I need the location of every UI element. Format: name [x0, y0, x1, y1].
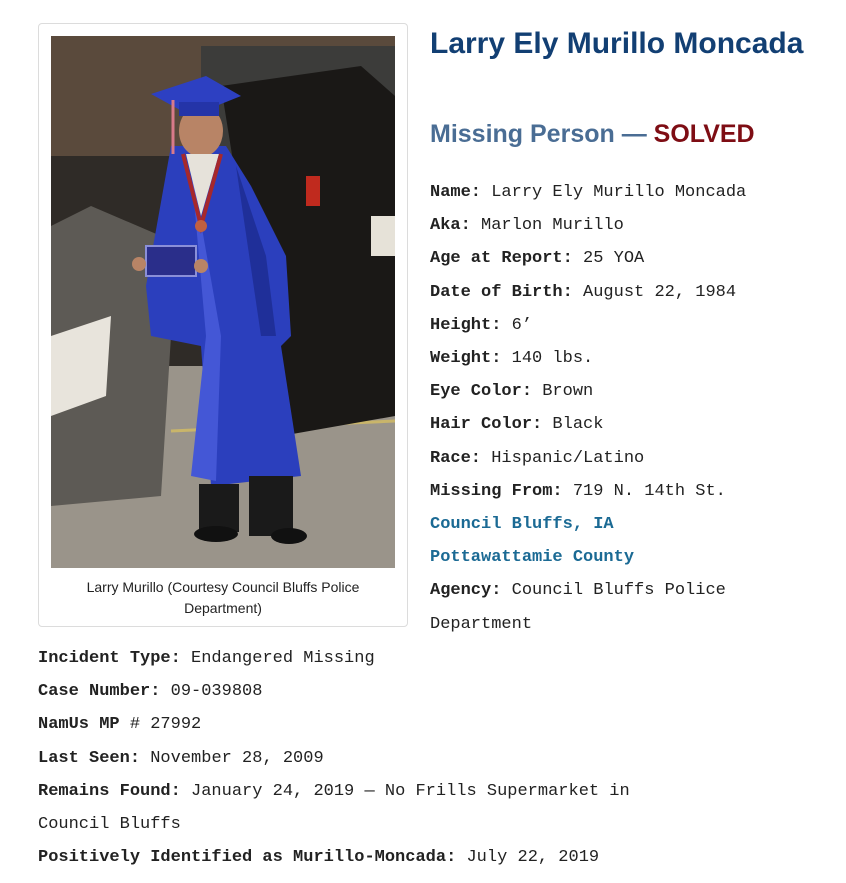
- detail-row-hair-color: [430, 408, 830, 441]
- detail-label: Weight:: [430, 349, 502, 369]
- case-value: January 24, 2019 — No Frills Supermarket in: [191, 781, 630, 801]
- details-list: [430, 176, 830, 641]
- detail-value: Hispanic/Latino: [491, 448, 645, 468]
- subtitle-prefix: Missing Person —: [430, 120, 654, 148]
- city-link[interactable]: Council Bluffs, IA: [430, 515, 614, 535]
- detail-value: Council Bluffs Police: [511, 581, 726, 601]
- detail-label: Height:: [430, 315, 502, 335]
- detail-value: 140 lbs.: [511, 349, 594, 369]
- detail-row-race: [430, 442, 830, 475]
- case-label: Last Seen:: [38, 748, 141, 768]
- case-row-remains-found-cont: [38, 808, 828, 841]
- case-label: NamUs MP: [38, 715, 120, 735]
- case-value: 09-039808: [170, 682, 263, 702]
- page-title: Larry Ely Murillo Moncada: [430, 27, 804, 60]
- detail-value: 25 YOA: [583, 249, 645, 269]
- case-label: Case Number:: [38, 682, 161, 702]
- detail-row-agency-cont: [430, 608, 830, 641]
- detail-label: Name:: [430, 183, 482, 202]
- photo-card: [38, 23, 408, 627]
- detail-value: Brown: [542, 382, 594, 402]
- detail-row-missing-from: [430, 475, 830, 508]
- case-row-namus: [38, 708, 828, 741]
- case-label: Positively Identified as Murillo-Moncada:: [38, 848, 457, 868]
- case-row-identified: [38, 841, 828, 874]
- detail-value: 6’: [511, 315, 533, 335]
- status-badge: SOLVED: [653, 120, 755, 148]
- detail-label: Date of Birth:: [430, 282, 573, 302]
- case-label: Incident Type:: [38, 649, 181, 668]
- detail-row-name: [430, 176, 830, 209]
- detail-row-dob: [430, 276, 830, 309]
- detail-label: Aka:: [430, 216, 471, 236]
- graduation-photo: [51, 36, 395, 568]
- case-subtitle: [430, 117, 755, 151]
- detail-value: Department: [430, 614, 533, 634]
- case-value: July 22, 2019: [466, 848, 600, 868]
- detail-label: Race:: [430, 448, 482, 468]
- detail-label: Hair Color:: [430, 415, 543, 435]
- detail-value: Marlon Murillo: [481, 216, 624, 236]
- detail-value: Black: [552, 415, 604, 435]
- case-label: Remains Found:: [38, 781, 181, 801]
- case-row-last-seen: [38, 742, 828, 775]
- case-value: # 27992: [129, 715, 202, 735]
- case-value: November 28, 2009: [150, 748, 324, 768]
- detail-value: 719 N. 14th St.: [572, 481, 726, 501]
- detail-label: Age at Report:: [430, 249, 573, 269]
- detail-value: August 22, 1984: [583, 282, 737, 302]
- photo-caption: Larry Murillo (Courtesy Council Bluffs Police Department): [86, 579, 360, 616]
- case-row-remains-found: [38, 775, 828, 808]
- detail-row-eye-color: [430, 375, 830, 408]
- detail-row-agency: [430, 574, 830, 607]
- detail-label: Missing From:: [430, 481, 563, 501]
- detail-label: Agency:: [430, 581, 502, 601]
- graduation-photo-illustration: [51, 36, 395, 568]
- detail-row-weight: [430, 342, 830, 375]
- county-link[interactable]: Pottawattamie County: [430, 548, 635, 568]
- detail-row-aka: [430, 209, 830, 242]
- case-info-list: [38, 642, 828, 874]
- case-row-case-number: [38, 675, 828, 708]
- case-row-incident-type: [38, 642, 828, 675]
- detail-row-age: [430, 242, 830, 275]
- detail-label: Eye Color:: [430, 382, 533, 402]
- detail-row-height: [430, 309, 830, 342]
- case-value: Council Bluffs: [38, 815, 181, 835]
- detail-value: Larry Ely Murillo Moncada: [491, 183, 747, 202]
- case-value: Endangered Missing: [191, 649, 375, 668]
